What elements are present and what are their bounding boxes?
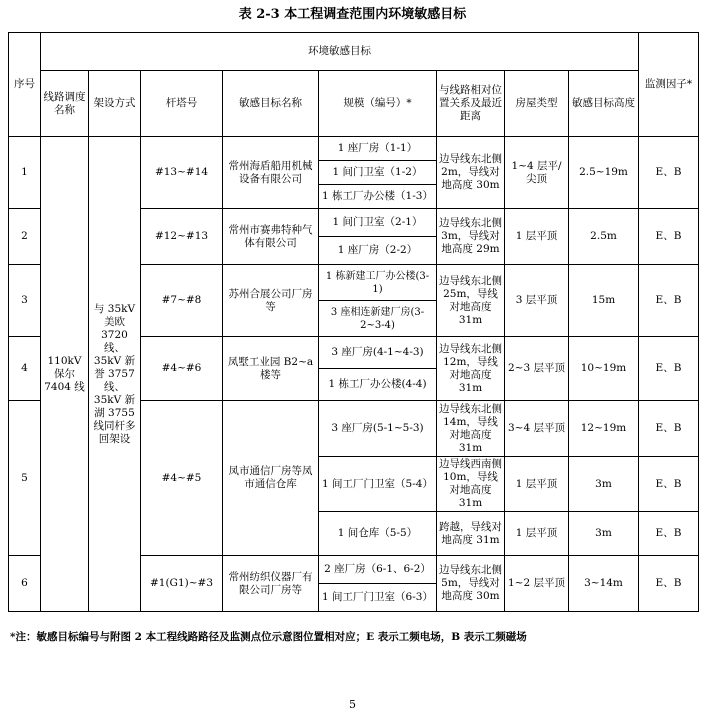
row3-position: 边导线东北侧 25m，导线对地高度 31m bbox=[437, 265, 505, 337]
row6-seq: 6 bbox=[9, 556, 41, 612]
page-number: 5 bbox=[349, 698, 356, 711]
header-height: 敏感目标高度 bbox=[569, 71, 639, 137]
row5-position-1: 边导线东北侧 14m，导线对地高度 31m bbox=[437, 401, 505, 457]
row1-height: 2.5~19m bbox=[569, 137, 639, 209]
row3-tower: #7~#8 bbox=[141, 265, 223, 337]
row1-seq: 1 bbox=[9, 137, 41, 209]
row5-scale-1: 3 座厂房(5-1~5-3) bbox=[319, 401, 437, 457]
row3-factor: E、B bbox=[639, 265, 699, 337]
table-title: 表 2-3 本工程调查范围内环境敏感目标 bbox=[238, 7, 467, 22]
row2-position: 边导线东北侧 3m，导线对地高度 29m bbox=[437, 209, 505, 265]
row1-house: 1~4 层平/尖顶 bbox=[505, 137, 569, 209]
row6-position: 边导线东北侧 5m，导线对地高度 30m bbox=[437, 556, 505, 612]
row5-height-1: 12~19m bbox=[569, 401, 639, 457]
row2-tower: #12~#13 bbox=[141, 209, 223, 265]
row2-seq: 2 bbox=[9, 209, 41, 265]
header-method: 架设方式 bbox=[89, 71, 141, 137]
table-note: *注：敏感目标编号与附图 2 本工程线路路径及监测点位示意图位置相对应；E 表示工频电场，B 表示工频磁场 bbox=[10, 631, 527, 643]
row5-house-2: 1 层平顶 bbox=[505, 457, 569, 512]
row5-house-1: 3~4 层平顶 bbox=[505, 401, 569, 457]
header-group: 环境敏感目标 bbox=[41, 33, 639, 71]
row6-target: 常州纺织仪器厂有限公司厂房等 bbox=[223, 556, 319, 612]
row2-scale-2: 1 座厂房（2-2） bbox=[319, 237, 437, 265]
row1-scale-1: 1 座厂房（1-1） bbox=[319, 137, 437, 161]
header-target: 敏感目标名称 bbox=[223, 71, 319, 137]
header-scale: 规模（编号）* bbox=[319, 71, 437, 137]
row6-scale-1: 2 座厂房（6-1、6-2） bbox=[319, 556, 437, 584]
row5-factor-1: E、B bbox=[639, 401, 699, 457]
row6-factor: E、B bbox=[639, 556, 699, 612]
row1-target: 常州海盾船用机械设备有限公司 bbox=[223, 137, 319, 209]
row4-target: 凤墅工业园 B2~a 楼等 bbox=[223, 337, 319, 401]
row5-scale-2: 1 间工厂门卫室（5-4） bbox=[319, 457, 437, 512]
header-line: 线路调度名称 bbox=[41, 71, 89, 137]
header-factor: 监测因子* bbox=[639, 33, 699, 137]
header-position: 与线路相对位置关系及最近距离 bbox=[437, 71, 505, 137]
row5-tower: #4~#5 bbox=[141, 401, 223, 556]
row5-scale-3: 1 间仓库（5-5） bbox=[319, 512, 437, 556]
row4-tower: #4~#6 bbox=[141, 337, 223, 401]
row4-seq: 4 bbox=[9, 337, 41, 401]
row1-scale-2: 1 间门卫室（1-2） bbox=[319, 161, 437, 185]
row1-scale-3: 1 栋工厂办公楼（1-3） bbox=[319, 185, 437, 209]
row5-position-3: 跨越，导线对地高度 31m bbox=[437, 512, 505, 556]
row3-house: 3 层平顶 bbox=[505, 265, 569, 337]
row5-position-2: 边导线西南侧 10m，导线对地高度 31m bbox=[437, 457, 505, 512]
row2-factor: E、B bbox=[639, 209, 699, 265]
row3-seq: 3 bbox=[9, 265, 41, 337]
row5-height-3: 3m bbox=[569, 512, 639, 556]
row6-height: 3~14m bbox=[569, 556, 639, 612]
header-house: 房屋类型 bbox=[505, 71, 569, 137]
row4-height: 10~19m bbox=[569, 337, 639, 401]
row1-tower: #13~#14 bbox=[141, 137, 223, 209]
row3-scale-1: 1 栋新建工厂办公楼(3-1) bbox=[319, 265, 437, 301]
row6-house: 1~2 层平顶 bbox=[505, 556, 569, 612]
row3-target: 苏州合展公司厂房等 bbox=[223, 265, 319, 337]
row6-tower: #1(G1)~#3 bbox=[141, 556, 223, 612]
row4-scale-2: 1 栋工厂办公楼(4-4) bbox=[319, 369, 437, 401]
row3-scale-2: 3 座相连新建厂房(3-2~3-4) bbox=[319, 301, 437, 337]
header-tower: 杆塔号 bbox=[141, 71, 223, 137]
row4-scale-1: 3 座厂房(4-1~4-3) bbox=[319, 337, 437, 369]
row3-height: 15m bbox=[569, 265, 639, 337]
row5-height-2: 3m bbox=[569, 457, 639, 512]
sensitive-targets-table bbox=[8, 32, 699, 612]
row2-target: 常州市赛弗特种气体有限公司 bbox=[223, 209, 319, 265]
row2-scale-1: 1 间门卫室（2-1） bbox=[319, 209, 437, 237]
row5-seq: 5 bbox=[9, 401, 41, 556]
header-seq: 序号 bbox=[9, 33, 41, 137]
row5-factor-2: E、B bbox=[639, 457, 699, 512]
row4-house: 2~3 层平顶 bbox=[505, 337, 569, 401]
row1-factor: E、B bbox=[639, 137, 699, 209]
row6-scale-2: 1 间工厂门卫室（6-3） bbox=[319, 584, 437, 612]
row4-factor: E、B bbox=[639, 337, 699, 401]
line-name: 110kV 保尔 7404 线 bbox=[41, 137, 89, 612]
row1-position: 边导线东北侧 2m，导线对地高度 30m bbox=[437, 137, 505, 209]
row2-house: 1 层平顶 bbox=[505, 209, 569, 265]
row5-target: 凤市通信厂房等凤市通信仓库 bbox=[223, 401, 319, 556]
method: 与 35kV 美欧 3720 线、35kV 新誉 3757 线、35kV 新湖 3755 线同杆多回架设 bbox=[89, 137, 141, 612]
row5-factor-3: E、B bbox=[639, 512, 699, 556]
row2-height: 2.5m bbox=[569, 209, 639, 265]
row4-position: 边导线东北侧 12m，导线对地高度 31m bbox=[437, 337, 505, 401]
row5-house-3: 1 层平顶 bbox=[505, 512, 569, 556]
